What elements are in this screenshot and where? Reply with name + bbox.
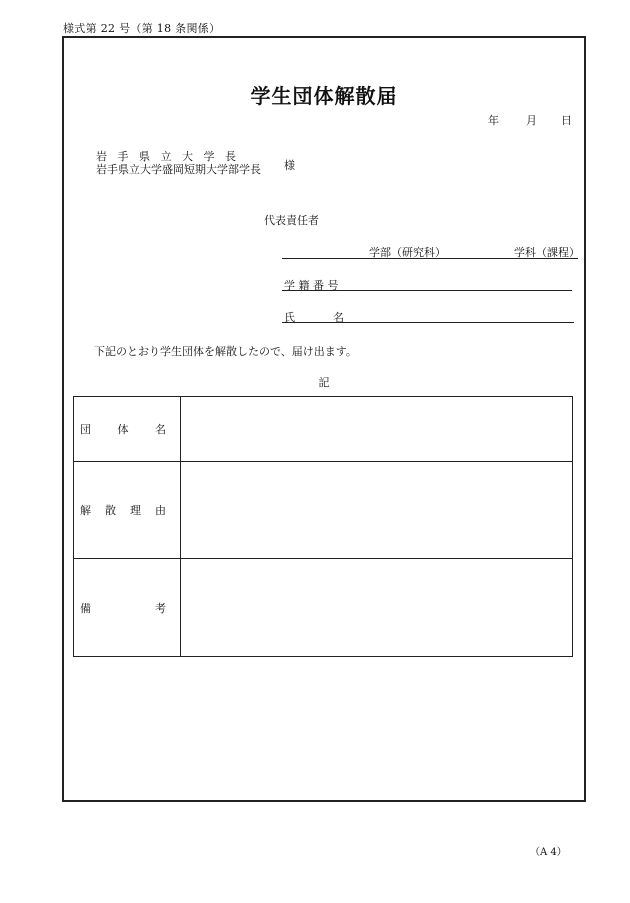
name-label: 氏	[284, 311, 295, 324]
organization-name-label: 団 体 名	[74, 397, 181, 462]
table-row	[74, 559, 573, 657]
department-label: 学科（課程）	[514, 246, 580, 259]
name-underline	[282, 322, 574, 323]
date-year-label: 年	[488, 114, 499, 127]
dissolution-reason-field[interactable]	[181, 462, 573, 559]
remarks-field[interactable]	[181, 559, 573, 657]
paper-size-label: （A 4）	[530, 847, 567, 858]
dissolution-reason-label: 解 散 理 由	[74, 462, 181, 559]
faculty-label: 学部（研究科）	[369, 246, 446, 259]
organization-name-field[interactable]	[181, 397, 573, 462]
table-row	[74, 397, 573, 462]
date-month-label: 月	[526, 114, 537, 127]
ki-heading: 記	[318, 376, 330, 389]
addressee-junior-college-president: 岩手県立大学盛岡短期大学部学長	[96, 163, 261, 176]
table-row	[74, 462, 573, 559]
statement-text: 下記のとおり学生団体を解散したので、届け出ます。	[94, 345, 357, 358]
addressee-president: 岩手県立大学長	[96, 150, 247, 163]
addressee-honorific: 様	[284, 159, 295, 172]
remarks-label: 備 考	[74, 559, 181, 657]
form-id: 様式第 22 号（第 18 条関係）	[63, 22, 221, 35]
student-id-underline	[282, 290, 572, 291]
name-label-second: 名	[333, 311, 344, 324]
representative-title: 代表責任者	[264, 214, 319, 227]
details-table	[73, 396, 573, 657]
faculty-underline	[282, 258, 578, 259]
student-id-label: 学 籍 番 号	[284, 279, 339, 292]
form-frame	[62, 36, 586, 802]
date-day-label: 日	[561, 114, 572, 127]
form-title: 学生団体解散届	[250, 84, 398, 108]
